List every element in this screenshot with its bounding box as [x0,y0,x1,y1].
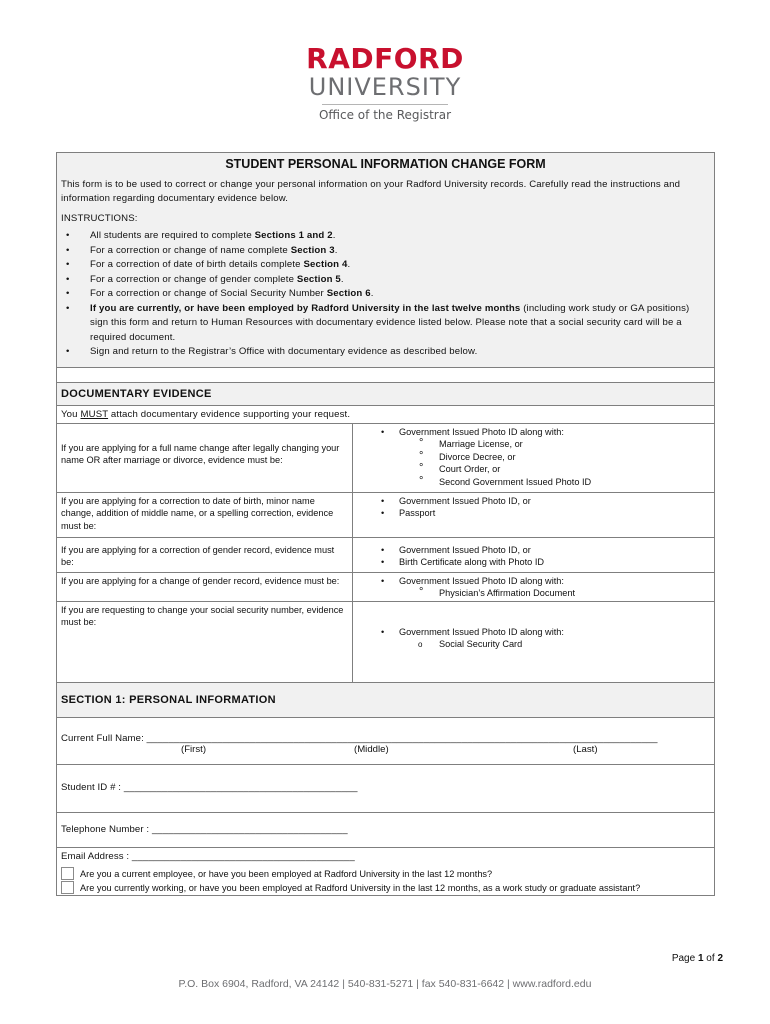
evidence-row-condition: If you are applying for a correction to date of birth, minor name change, addition of middle name, or a spelling correction, evidence must be: [57,493,353,537]
telephone-row [57,813,714,848]
logo-divider [322,104,448,105]
evidence-subitem: o Social Security Card [357,638,710,651]
employee-question-text: Are you a current employee, or have you been employed at Radford University in the last 12 months? [80,868,493,879]
employee-question [57,867,714,881]
evidence-row-name-change [57,423,714,492]
evidence-row-ssn [57,601,714,682]
instruction-item: • For a correction of date of birth details complete Section 4. [90,258,704,273]
page-number: Page 1 of 2 [671,953,723,964]
evidence-row-gender-correction [57,537,714,572]
employee-checkbox[interactable] [61,867,74,880]
section1-heading: SECTION 1: PERSONAL INFORMATION [61,693,276,706]
evidence-item: • Birth Certificate along with Photo ID [357,556,710,569]
work-study-checkbox[interactable] [61,881,74,894]
evidence-item: • Passport [357,507,710,520]
middle-name-caption: (Middle) [354,743,389,755]
intro-section [57,153,714,368]
work-study-question-text: Are you currently working, or have you been employed at Radford University in the last 12 months, as a work study or graduate assistant? [80,882,641,893]
last-name-caption: (Last) [573,743,598,755]
student-id-row [57,765,714,813]
form-title: STUDENT PERSONAL INFORMATION CHANGE FORM [225,157,546,171]
instruction-item: • For a correction or change of name complete Section 3. [90,244,704,259]
evidence-section [57,383,714,683]
student-id-field[interactable]: Student ID # : ___________________________________________ [61,781,358,793]
evidence-item: • Government Issued Photo ID along with: [357,426,710,439]
evidence-item: • Government Issued Photo ID along with: [357,575,710,588]
logo-radford: RADFORD [306,42,464,75]
evidence-subitem: ° Physician’s Affirmation Document [357,587,710,600]
instruction-item: • All students are required to complete Sections 1 and 2. [90,229,704,244]
university-logo [0,44,770,122]
evidence-subitem: ° Divorce Decree, or [357,451,710,464]
full-name-field[interactable]: Current Full Name: ______________________________________________________________________________________________ [61,732,658,744]
evidence-subitem: ° Second Government Issued Photo ID [357,476,710,489]
instructions-label: INSTRUCTIONS: [61,213,138,224]
intro-text: This form is to be used to correct or change your personal information on your Radford University records. Carefully read the instructions and information regarding documentary evidence below. [61,179,681,204]
evidence-item: • Government Issued Photo ID along with: [357,626,710,639]
evidence-row-gender-change [57,572,714,601]
logo-office: Office of the Registrar [318,108,452,122]
evidence-item: • Government Issued Photo ID, or [357,544,710,557]
evidence-row-condition: If you are applying for a full name change after legally changing your name OR after marriage or divorce, evidence must be: [57,424,353,492]
email-row [57,848,714,895]
footer-contact: P.O. Box 6904, Radford, VA 24142 | 540-831-5271 | fax 540-831-6642 | www.radford.edu [178,978,592,990]
evidence-subtext: You MUST attach documentary evidence supporting your request. [57,405,714,423]
name-row [57,718,714,765]
evidence-row-condition: If you are requesting to change your social security number, evidence must be: [57,602,353,682]
telephone-field[interactable]: Telephone Number : ____________________________________ [61,823,348,835]
evidence-row-condition: If you are applying for a change of gender record, evidence must be: [57,573,353,601]
evidence-item: • Government Issued Photo ID, or [357,495,710,508]
instructions-list [57,229,714,367]
instruction-item: • For a correction or change of Social Security Number Section 6. [90,287,704,302]
spacer-row [57,368,714,383]
instruction-item: • For a correction or change of gender complete Section 5. [90,273,704,288]
work-study-question [57,881,714,895]
email-field[interactable]: Email Address : _________________________________________ [61,850,355,862]
section1-header-row [57,683,714,718]
evidence-subitem: ° Marriage License, or [357,438,710,451]
evidence-subitem: ° Court Order, or [357,463,710,476]
evidence-row-condition: If you are applying for a correction of gender record, evidence must be: [57,538,353,572]
instruction-item: • Sign and return to the Registrar’s Office with documentary evidence as described below. [90,345,704,360]
change-form [56,152,715,896]
instruction-item: • If you are currently, or have been employed by Radford University in the last twelve months (including work study or GA positions) sign this form and return to Human Resources with documentary evidence listed below. Please note that a social security card will be a required document. [90,302,704,346]
evidence-row-dob [57,492,714,537]
logo-university: UNIVERSITY [308,73,462,101]
first-name-caption: (First) [181,743,207,755]
evidence-heading: DOCUMENTARY EVIDENCE [57,383,714,405]
